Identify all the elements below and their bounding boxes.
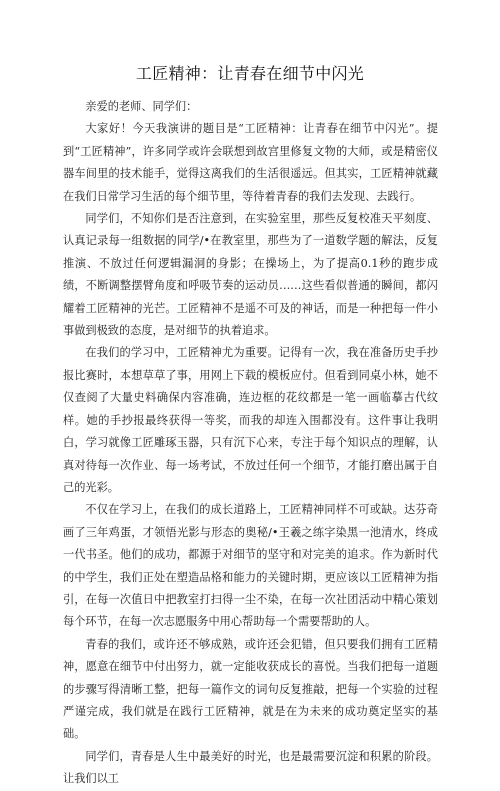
paragraph-intro: 大家好！今天我演讲的题目是“工匠精神：让青春在细节中闪光”。提到“工匠精神”，许多同学或许会联想到故宫里修复文物的大师，或是精密仪器车间里的技术能手，觉得这离我们的生活很遥远。但其实，工匠精神就藏在我们日常学习生活的每个细节里，等待着青春的我们去发现、去践行。 xyxy=(63,122,438,203)
greeting-line: 亲爱的老师、同学们： xyxy=(85,100,198,113)
document-body xyxy=(63,96,438,791)
paragraph-examples: 同学们，不知你们是否注意到，在实验室里，那些反复校准天平刻度、认真记录每一组数据的同学/•在教室里，那些为了一道数学题的解法，反复推演、不放过任何逻辑漏洞的身影；在操场上，为了提高0.1秒的跑步成绩，不断调整摆臂角度和呼吸节奏的运动员……这些看似普通的瞬间，都闪耀着工匠精神的光芒。工匠精神不是遥不可及的神话，而是一种把每一件小事做到极致的态度，是对细节的执着追求。 xyxy=(63,212,438,338)
paragraph-youth: 青春的我们，或许还不够成熟，或许还会犯错，但只要我们拥有工匠精神，愿意在细节中付出努力，就一定能收获成长的喜悦。当我们把每一道题的步骤写得清晰工整，把每一篇作文的词句反复推敲，把每一个实验的过程严谨完成，我们就是在践行工匠精神，就是在为未来的成功奠定坚实的基础。 xyxy=(63,637,438,741)
paragraph-closing: 同学们，青春是人生中最美好的时光，也是最需要沉淀和积累的阶段。让我们以工 xyxy=(63,749,438,786)
paragraph-growth: 不仅在学习上，在我们的成长道路上，工匠精神同样不可或缺。达芬奇画了三年鸡蛋，才领悟光影与形态的奥秘/•王羲之练字染黑一池清水，终成一代书圣。他们的成功，都源于对细节的坚守和对完美的追求。作为新时代的中学生，我们正处在塑造品格和能力的关键时期，更应该以工匠精神为指引，在每一次值日中把教室打扫得一尘不染，在每一次社团活动中精心策划每个环节，在每一次志愿服务中用心帮助每一个需要帮助的人。 xyxy=(63,503,438,629)
paragraph-study: 在我们的学习中，工匠精神尤为重要。记得有一次，我在准备历史手抄报比赛时，本想草草了事，用网上下载的模板应付。但看到同桌小林，她不仅查阅了大量史料确保内容准确，连边框的花纹都是一笔一画临摹古代纹样。她的手抄报最终获得一等奖，而我的却连入围都没有。这件事让我明白，学习就像工匠雕琢玉器，只有沉下心来，专注于每个知识点的理解，认真对待每一次作业、每一场考试，不放过任何一个细节，才能打磨出属于自己的光彩。 xyxy=(63,346,438,494)
document-title: 工匠精神：让青春在细节中闪光 xyxy=(135,64,365,83)
